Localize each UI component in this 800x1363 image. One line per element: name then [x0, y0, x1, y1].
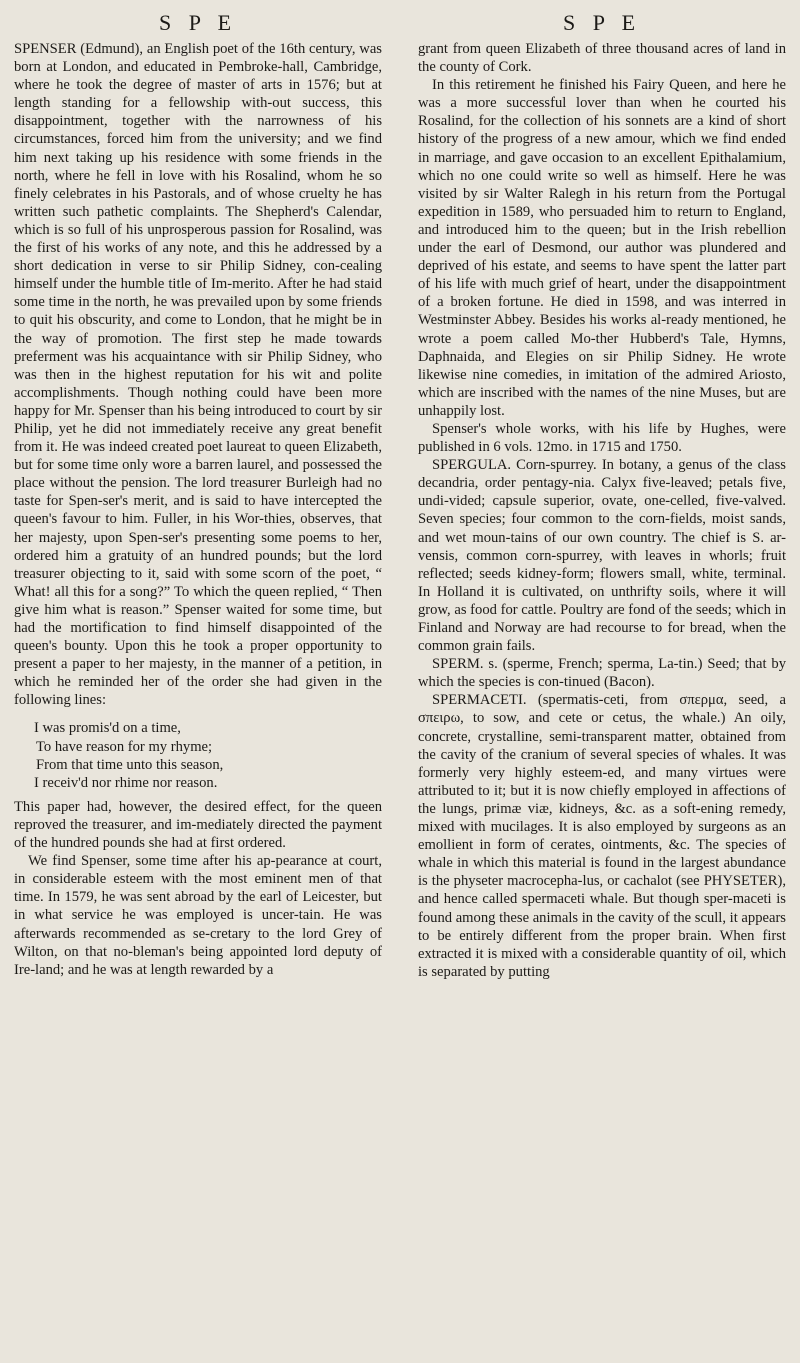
headword-spermaceti: SPERMACETI. — [432, 692, 527, 709]
entry-spergula — [418, 456, 786, 655]
entry-spenser-text: (Edmund), an English poet of the 16th century, was born at London, and educated in Pembroke-hall, Cambridge, where he took the degree of master of arts in 1576; but at length standing for a fellowship with-out success, this disappointment, together with the narrowness of his circumstances, forced him from the university; and we find him next taking up his residence with some friends in the north, where he fell in love with his Rosalind, whom he so finely celebrates in his Pastorals, and of whose cruelty he has written such pathetic complaints. The Shepherd's Calendar, which is so full of his unprosperous passion for Rosalind, was the first of his works of any note, and this he addressed by a short dedication in verse to sir Philip Sidney, con-cealing himself under the humble title of Im-merito. After he had staid some time in the north, he was prevailed upon by some friends to quit his obscurity, and come to London, that he might be in the way of promotion. The first step he made towards preferment was his acquaintance with sir Philip Sidney, who was then in the highest reputation for his wit and polite accomplishments. Though nothing could have been more happy for Mr. Spenser than his being introduced to court by sir Philip, yet he did not immediately receive any great benefit from it. He was indeed created poet laureat to queen Elizabeth, but for some time only wore a barren laurel, and possessed the place without the pension. The lord treasurer Burleigh had no taste for Spen-ser's merit, and is said to have intercepted the queen's favour to him. Fuller, in his Wor-thies, observes, that her majesty, upon Spen-ser's presenting some poems to her, ordered him a gratuity of an hundred pounds; but the lord treasurer objecting to it, said with some scorn of the poet, “ What! all this for a song?” To which the queen replied, “ Then give him what is reason.” Spenser waited for some time, but had the mortification to find himself disappointed of the queen's bounty. Upon this he took a proper opportunity to present a paper to her majesty, in the manner of a petition, in which he reminded her of the order she had given in the following lines: — [14, 41, 382, 709]
entry-spergula-text: Corn-spurrey. In botany, a genus of the class decandria, order pentagy-nia. Calyx five-leaved; petals five, undi-vided; capsule superior, ovate, one-celled, five-valved. Seven species; four common to the corn-fields, moist sands, and wet moun-tains of our own country. The chief is S. ar-vensis, common corn-spurrey, with leaves in whorls; fruit reflected; seeds kidney-form; flowers small, white, terminal. In Holland it is cultivated, on unthrifty soils, where it will grow, as food for cattle. Poultry are fond of the seeds; which in Finland and Norway are had recourse to for bread, when the common grain fails. — [418, 457, 786, 655]
entry-spermaceti-text: (spermatis-ceti, from σπερμα, seed, a σπειρω, to sow, and cete or cetus, the whale.) An oily, concrete, crystalline, semi-transparent matter, obtained from the cavity of the cranium of several species of whales. It was formerly very highly esteem-ed, and many virtues were attributed to it; but it is now chiefly employed in affections of the lungs, primæ viæ, kidneys, &c. as a soft-ening remedy, mixed with mucilages. It is also employed by surgeons as an emollient in form of cerates, ointments, &c. The species of whale in which this material is found in the largest abundance is the physeter macrocepha-lus, or cachalot (see PHYSETER), and hence called spermaceti whale. But though sper-maceti is found among these animals in the cavity of the scull, it appears to be entirely different from the proper brain. When first extracted it is mixed with a considerable quantity of oil, which is separated by putting — [418, 692, 786, 980]
running-head-left: S P E — [158, 10, 238, 35]
poem-line: From that time unto this season, — [36, 756, 224, 773]
paragraph: Spenser's whole works, with his life by Hughes, were published in 6 vols. 12mo. in 1715 and 1750. — [418, 420, 786, 456]
headword-spenser: SPENSER — [14, 41, 77, 57]
right-column — [418, 0, 786, 981]
poem-quote — [34, 719, 382, 791]
poem-line: To have reason for my rhyme; — [36, 738, 213, 755]
headword-sperm: SPERM. — [432, 656, 484, 673]
left-column-text — [14, 40, 382, 979]
poem-line: I was promis'd on a time, — [34, 720, 181, 737]
right-column-text — [418, 40, 786, 981]
entry-spermaceti — [418, 691, 786, 981]
paragraph: In this retirement he finished his Fairy Queen, and here he was a more successful lover than when he courted his Rosalind, for the collection of his sonnets are a kind of short history of the progress of a new amour, which we find ended in marriage, and gave occasion to an excellent Epithalamium, which no one could write so well as himself. Here he was visited by sir Walter Ralegh in his return from the Portugal expedition in 1589, who persuaded him to return to England, and introduced him to the queen; but in the Irish rebellion under the earl of Desmond, our author was plundered and deprived of his estate, and seems to have spent the latter part of his life with much grief of heart, under the disappointment of a broken fortune. He died in 1598, and was interred in Westminster Abbey. Besides his works al-ready mentioned, he wrote a poem called Mo-ther Hubberd's Tale, Hymns, Daphnaida, and Elegies on sir Philip Sidney. He wrote likewise nine comedies, in imitation of the admired Ariosto, which are inscribed with the names of the nine Muses, but are unhappily lost. — [418, 77, 786, 419]
running-head-right: S P E — [562, 10, 642, 35]
entry-spenser — [14, 40, 382, 709]
paragraph: We find Spenser, some time after his ap-pearance at court, in considerable esteem with the most eminent men of that time. In 1579, he was sent abroad by the earl of Leicester, but in what service he was employed is uncer-tain. He was afterwards recommended as se-cretary to the lord Grey of Wilton, on that no-bleman's being appointed lord deputy of Ire-land; and he was at length rewarded by a — [14, 853, 382, 978]
paragraph: This paper had, however, the desired effect, for the queen reproved the treasurer, and im-mediately directed the payment of the hundred pounds she had at first ordered. — [14, 798, 382, 852]
paragraph: grant from queen Elizabeth of three thousand acres of land in the county of Cork. — [418, 41, 786, 76]
headword-spergula: SPERGULA. — [432, 457, 512, 474]
entry-sperm — [418, 655, 786, 691]
left-column — [14, 0, 382, 979]
poem-line: I receiv'd nor rhime nor reason. — [34, 774, 218, 791]
entry-sperm-text: s. (sperme, French; sperma, La-tin.) Seed; that by which the species is con-tinued (Bacon). — [418, 656, 786, 691]
